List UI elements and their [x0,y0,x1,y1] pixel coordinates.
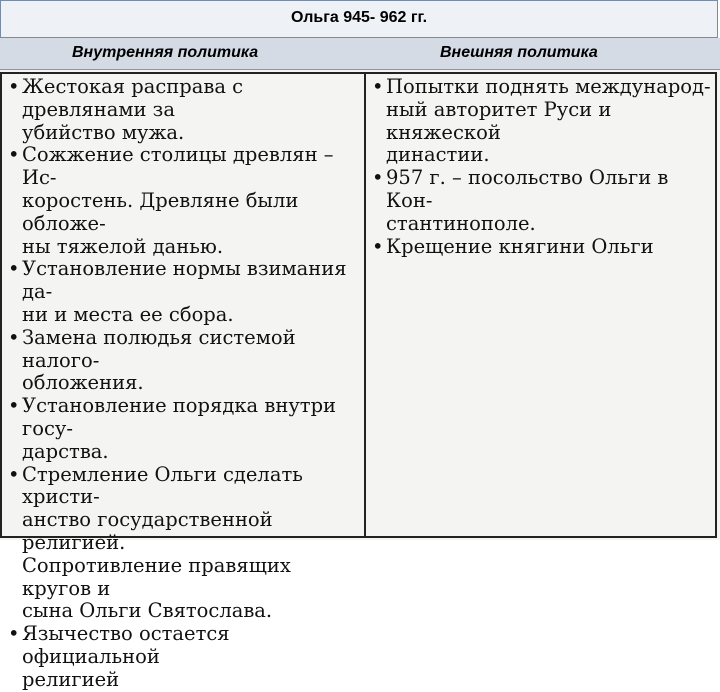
title-bar [0,0,718,38]
bullet: • [8,143,20,167]
header-domestic-policy: Внутренняя политика [72,44,259,61]
bullet: • [8,257,20,281]
list-item [372,76,712,167]
list-item-text: Замена полюдья системой налого- обложения. [22,325,296,395]
list-item-text: 957 г. – посольство Ольги в Кон- стантинополе. [386,166,669,235]
foreign-policy-column [372,76,712,258]
list-item [8,258,360,326]
bullet: • [8,394,20,418]
list-item [8,76,360,144]
list-item-text: Сожжение столицы древлян – Ис- коростень. Древляне были обложе- ны тяжелой данью. [22,143,334,258]
bullet: • [372,75,384,98]
list-item [8,395,360,463]
domestic-policy-column [8,76,360,692]
list-item-text: Крещение княгини Ольги [386,234,654,258]
list-item-text: Язычество остается официальной религией [22,622,230,691]
list-item [8,327,360,395]
list-item-text: Попытки поднять международ- ный авторитет Руси и княжеской династии. [386,75,711,167]
list-item [8,464,360,624]
list-item-text: Установление нормы взимания да- ни и места ее сбора. [22,257,347,326]
column-divider [364,72,366,538]
bullet: • [8,462,20,486]
list-item-text: Жестокая расправа с древлянами за убийство мужа. [22,75,244,144]
bullet: • [8,75,20,98]
page-title: Ольга 945- 962 гг. [290,9,428,26]
list-item [372,236,712,259]
column-header-bar [0,38,720,70]
list-item-text: Стремление Ольги сделать христи- анство государственной религией. Сопротивление правящих кругов и сына Ольги Святослава. [22,462,303,623]
header-foreign-policy: Внешняя политика [440,44,598,61]
list-item [372,167,712,235]
bullet: • [8,622,20,646]
bullet: • [8,325,20,349]
list-item [8,144,360,258]
list-item [8,623,360,691]
bullet: • [372,166,384,190]
bullet: • [372,234,384,258]
list-item-text: Установление порядка внутри госу- дарства. [22,394,337,463]
